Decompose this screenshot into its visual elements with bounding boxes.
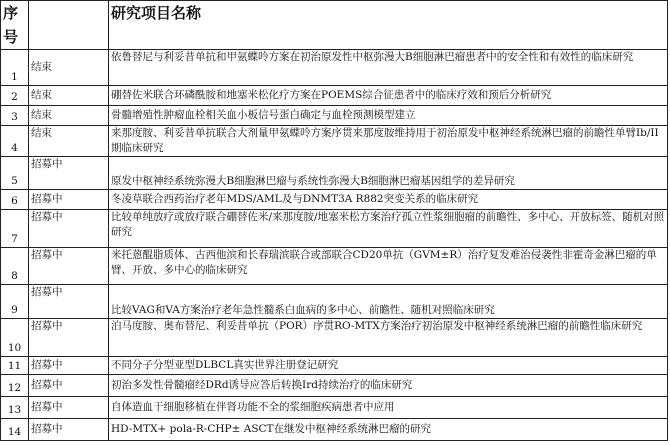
row-name: 不同分子分型亚型DLBCL真实世界注册登记研究 [109, 357, 668, 375]
header-name: 研究项目名称 [109, 1, 668, 50]
row-number: 1 [1, 50, 29, 86]
row-status: 结束 [29, 126, 109, 157]
header-number: 序号 [1, 1, 29, 50]
row-number: 14 [1, 419, 29, 441]
table-row [1, 86, 668, 106]
row-status: 招募中 [29, 319, 109, 357]
row-number: 5 [1, 157, 29, 190]
row-name: 骨髓增殖性肿瘤血栓相关血小板信号蛋白确定与血栓预测模型建立 [109, 106, 668, 126]
table-row [1, 419, 668, 441]
row-number: 4 [1, 126, 29, 157]
table-row [1, 397, 668, 419]
row-number: 13 [1, 397, 29, 419]
row-name: 硼替佐米联合环磷酰胺和地塞米松化疗方案在POEMS综合征患者中的临床疗效和预后分析研究 [109, 86, 668, 106]
row-status: 招募中 [29, 210, 109, 248]
table-row [1, 210, 668, 248]
row-name: HD-MTX+ pola-R-CHP± ASCT在继发中枢神经系统淋巴瘤的研究 [109, 419, 668, 441]
row-name: 比较单纯放疗或放疗联合硼替佐米/来那度胺/地塞米松方案治疗孤立性浆细胞瘤的前瞻性、多中心、开放标签、随机对照研究 [109, 210, 668, 248]
row-status: 招募中 [29, 419, 109, 441]
row-name: 泊马度胺、奥布替尼、利妥昔单抗（POR）序贯RO-MTX方案治疗初治原发中枢神经系统淋巴瘤的前瞻性临床研究 [109, 319, 668, 357]
row-name: 依鲁替尼与利妥昔单抗和甲氨蝶呤方案在初治原发性中枢弥漫大B细胞淋巴瘤患者中的安全性和有效性的临床研究 [109, 50, 668, 86]
row-number: 6 [1, 190, 29, 210]
row-status: 招募中 [29, 375, 109, 397]
row-status: 招募中 [29, 157, 109, 190]
table-row [1, 285, 668, 319]
row-status: 招募中 [29, 397, 109, 419]
row-name: 初治多发性骨髓瘤经DRd诱导应答后转换Ird持续治疗的临床研究 [109, 375, 668, 397]
table-header-row [1, 1, 668, 50]
row-status: 招募中 [29, 248, 109, 285]
row-name: 冬凌草联合西药治疗老年MDS/AML及与DNMT3A R882突变关系的临床研究 [109, 190, 668, 210]
table-row [1, 248, 668, 285]
table-row [1, 126, 668, 157]
row-status: 招募中 [29, 357, 109, 375]
table-row [1, 357, 668, 375]
row-status: 招募中 [29, 285, 109, 319]
table-row [1, 157, 668, 190]
row-name: 自体造血干细胞移植在伴肾功能不全的浆细胞疾病患者中应用 [109, 397, 668, 419]
row-number: 10 [1, 319, 29, 357]
row-number: 8 [1, 248, 29, 285]
row-number: 2 [1, 86, 29, 106]
table-row [1, 375, 668, 397]
header-status [29, 1, 109, 50]
table-row [1, 106, 668, 126]
row-number: 3 [1, 106, 29, 126]
row-status: 结束 [29, 86, 109, 106]
row-name: 来那度胺、利妥昔单抗联合大剂量甲氨蝶呤方案序贯来那度胺维持用于初治原发中枢神经系统淋巴瘤的前瞻性单臂Ib/II期临床研究 [109, 126, 668, 157]
row-number: 11 [1, 357, 29, 375]
row-number: 12 [1, 375, 29, 397]
row-name: 原发中枢神经系统弥漫大B细胞淋巴瘤与系统性弥漫大B细胞淋巴瘤基因组学的差异研究 [109, 157, 668, 190]
row-status: 结束 [29, 106, 109, 126]
row-number: 9 [1, 285, 29, 319]
table-row [1, 190, 668, 210]
row-name: 米托蒽醌脂质体、古西他滨和长春瑞滨联合或部联合CD20单抗（GVM±R）治疗复发难治侵袭性非霍奇金淋巴瘤的单臂、开放、多中心的临床研究 [109, 248, 668, 285]
table-row [1, 50, 668, 86]
row-status: 结束 [29, 50, 109, 86]
row-number: 7 [1, 210, 29, 248]
row-name: 比较VAG和VA方案治疗老年急性髓系白血病的多中心、前瞻性、随机对照临床研究 [109, 285, 668, 319]
row-status: 招募中 [29, 190, 109, 210]
table-row [1, 319, 668, 357]
